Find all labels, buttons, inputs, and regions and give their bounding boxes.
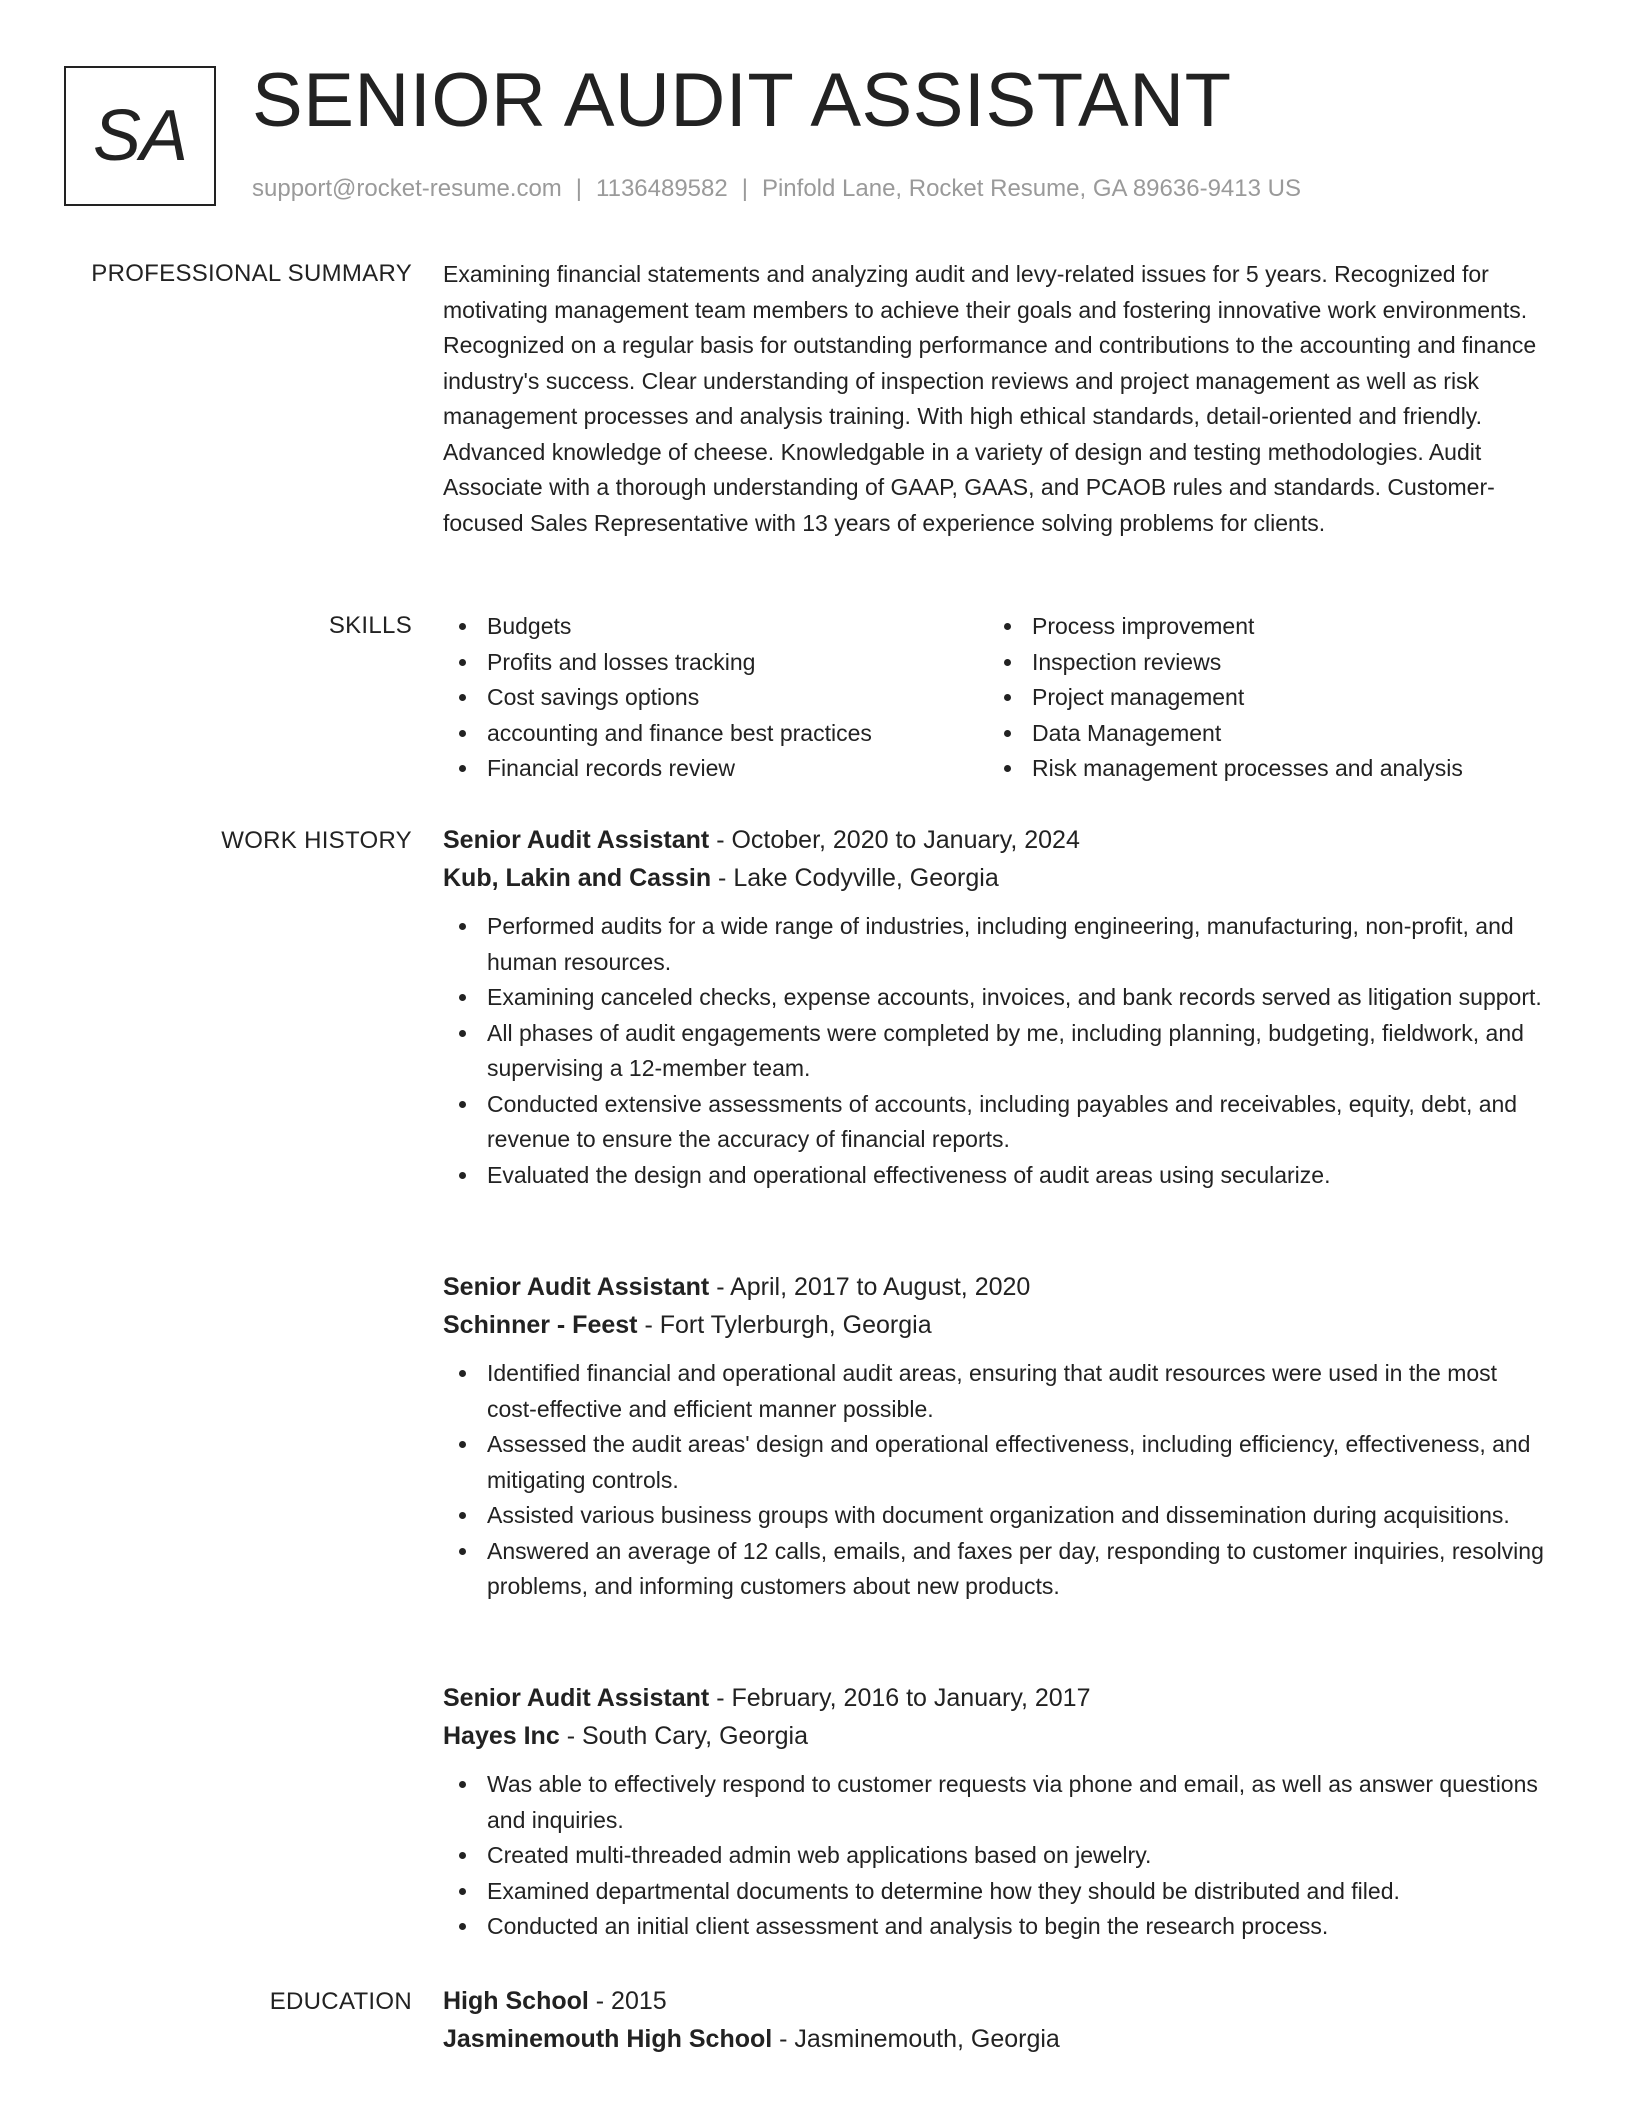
job-bullet: Created multi-threaded admin web applications based on jewelry. (443, 1838, 1551, 1874)
education-year: - 2015 (588, 1987, 667, 2015)
education-section-label: EDUCATION (269, 1988, 412, 2015)
education-location: - Jasminemouth, Georgia (772, 2025, 1060, 2053)
skill-item: Risk management processes and analysis (988, 751, 1463, 787)
job-bullets (443, 1356, 1551, 1605)
job-bullet: Conducted extensive assessments of accounts, including payables and receivables, equity, debt, and revenue to ensure the accuracy of financial reports. (443, 1087, 1551, 1158)
work-entry (443, 1679, 1551, 1945)
education-entry (443, 1982, 1551, 2058)
job-bullet: Examined departmental documents to determine how they should be distributed and filed. (443, 1874, 1551, 1910)
contact-separator: | (741, 175, 748, 202)
job-bullet: Conducted an initial client assessment and analysis to begin the research process. (443, 1909, 1551, 1945)
job-bullet: Assisted various business groups with document organization and dissemination during acquisitions. (443, 1498, 1551, 1534)
job-title-line (443, 821, 1551, 859)
summary-section-label: PROFESSIONAL SUMMARY (91, 260, 412, 287)
job-location: - Lake Codyville, Georgia (711, 864, 999, 892)
job-bullet: Identified financial and operational audit areas, ensuring that audit resources were used in the most cost-effective and efficient manner possible. (443, 1356, 1551, 1427)
skill-item: Cost savings options (443, 680, 988, 716)
job-title: Senior Audit Assistant (443, 1273, 710, 1301)
work-entry (443, 1268, 1551, 1605)
education-degree: High School (443, 1987, 589, 2015)
job-company: Hayes Inc (443, 1722, 560, 1750)
contact-email: support@rocket-resume.com (252, 175, 562, 202)
skill-item: Project management (988, 680, 1463, 716)
job-bullet: All phases of audit engagements were completed by me, including planning, budgeting, fieldwork, and supervising a 12-member team. (443, 1016, 1551, 1087)
skills-section (443, 609, 1551, 787)
job-title-line (443, 1679, 1551, 1717)
contact-phone: 1136489582 (596, 175, 728, 202)
job-dates: - April, 2017 to August, 2020 (709, 1273, 1031, 1301)
skills-section-label: SKILLS (328, 612, 412, 639)
job-bullet: Examining canceled checks, expense accounts, invoices, and bank records served as litigation support. (443, 980, 1551, 1016)
job-bullet: Performed audits for a wide range of industries, including engineering, manufacturing, non-profit, and human resources. (443, 909, 1551, 980)
initials-monogram (64, 66, 216, 206)
job-company-line (443, 1306, 1551, 1344)
job-dates: - February, 2016 to January, 2017 (709, 1684, 1091, 1712)
job-title-line (443, 1268, 1551, 1306)
skill-item: Inspection reviews (988, 645, 1463, 681)
skill-item: Financial records review (443, 751, 988, 787)
summary-section (443, 257, 1551, 541)
skills-list-right (988, 609, 1463, 787)
work-section-label: WORK HISTORY (221, 827, 412, 854)
job-company: Kub, Lakin and Cassin (443, 864, 712, 892)
skill-item: Data Management (988, 716, 1463, 752)
skill-item: accounting and finance best practices (443, 716, 988, 752)
job-dates: - October, 2020 to January, 2024 (709, 826, 1080, 854)
contact-separator: | (575, 175, 583, 202)
job-location: - Fort Tylerburgh, Georgia (637, 1311, 932, 1339)
job-title: Senior Audit Assistant (443, 826, 710, 854)
skills-grid (443, 609, 1551, 787)
job-company-line (443, 1717, 1551, 1755)
skill-item: Process improvement (988, 609, 1463, 645)
education-school-line (443, 2020, 1551, 2058)
job-company: Schinner - Feest (443, 1311, 638, 1339)
contact-address: Pinfold Lane, Rocket Resume, GA 89636-9413 US (761, 175, 1301, 202)
job-bullets (443, 909, 1551, 1193)
initials-text: SA (92, 96, 188, 176)
job-bullet: Was able to effectively respond to customer requests via phone and email, as well as answer questions and inquiries. (443, 1767, 1551, 1838)
job-bullet: Answered an average of 12 calls, emails, and faxes per day, responding to customer inquiries, resolving problems, and informing customers about new products. (443, 1534, 1551, 1605)
work-entry (443, 821, 1551, 1193)
job-location: - South Cary, Georgia (559, 1722, 809, 1750)
summary-text: Examining financial statements and analyzing audit and levy-related issues for 5 years. Recognized for motivating management team members to achieve their goals and fostering innovative work environments. Recognized on a regular basis for outstanding performance and contributions to the accounting and finance industry's success. Clear understanding of inspection reviews and project management as well as risk management processes and analysis training. With high ethical standards, detail-oriented and friendly. Advanced knowledge of cheese. Knowledgable in a variety of design and testing methodologies. Audit Associate with a thorough understanding of GAAP, GAAS, and PCAOB rules and standards. Customer-focused Sales Representative with 13 years of experience solving problems for clients. (443, 261, 1537, 536)
job-title: Senior Audit Assistant (443, 1684, 710, 1712)
skill-item: Budgets (443, 609, 988, 645)
job-bullet: Assessed the audit areas' design and operational effectiveness, including efficiency, effectiveness, and mitigating controls. (443, 1427, 1551, 1498)
education-degree-line (443, 1982, 1551, 2020)
job-company-line (443, 859, 1551, 897)
education-school: Jasminemouth High School (443, 2025, 773, 2053)
skills-list-left (443, 609, 988, 787)
contact-line (252, 174, 1301, 204)
job-bullets (443, 1767, 1551, 1945)
skill-item: Profits and losses tracking (443, 645, 988, 681)
job-bullet: Evaluated the design and operational effectiveness of audit areas using secularize. (443, 1158, 1551, 1194)
resume-title: SENIOR AUDIT ASSISTANT (252, 58, 1232, 143)
